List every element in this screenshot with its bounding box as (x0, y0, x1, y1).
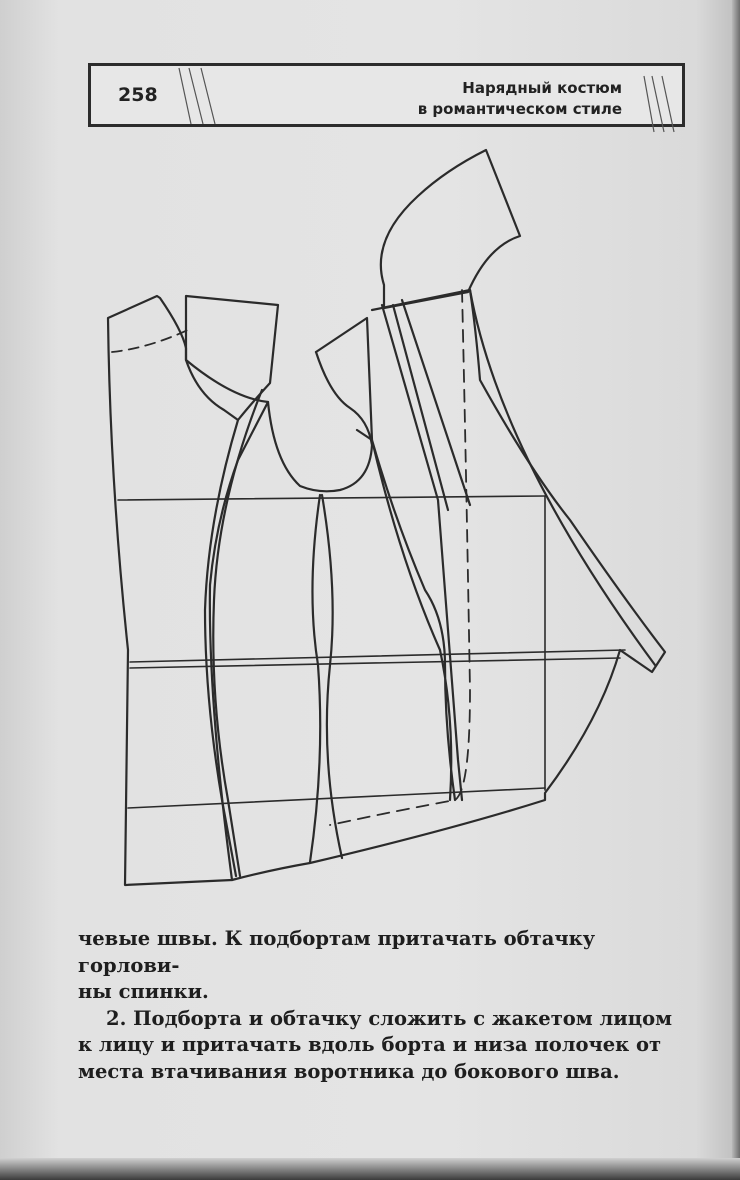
body-text (78, 926, 683, 1085)
page-number: 258 (118, 84, 158, 106)
paragraph-1-line-2: ны спинки. (78, 980, 209, 1003)
front-lapel (470, 290, 655, 665)
chest-line (118, 496, 545, 500)
paragraph-2-line-3: места втачивания воротника до бокового шва. (78, 1059, 620, 1083)
running-title-line-2: в романтическом стиле (417, 100, 622, 118)
armhole-left (268, 352, 372, 491)
front-side-dart (372, 440, 455, 800)
side-seam-left (310, 495, 320, 862)
hip-line (128, 788, 545, 808)
front-dart-lines (382, 300, 470, 800)
collar (381, 150, 520, 308)
back-outline (108, 296, 268, 885)
side-seam-right (322, 495, 342, 858)
running-title-line-1: Нарядный костюм (462, 79, 622, 97)
paragraph-1-line-1: чевые швы. К подбортам притачать обтачку горлови- (78, 927, 596, 977)
paragraph-2-line-2: к лицу и притачать вдоль борта и низа полочек от (78, 1033, 662, 1056)
waist-line (130, 650, 625, 668)
paragraph-2-line-1: 2. Подборта и обтачку сложить с жакетом лицом (106, 1006, 673, 1030)
